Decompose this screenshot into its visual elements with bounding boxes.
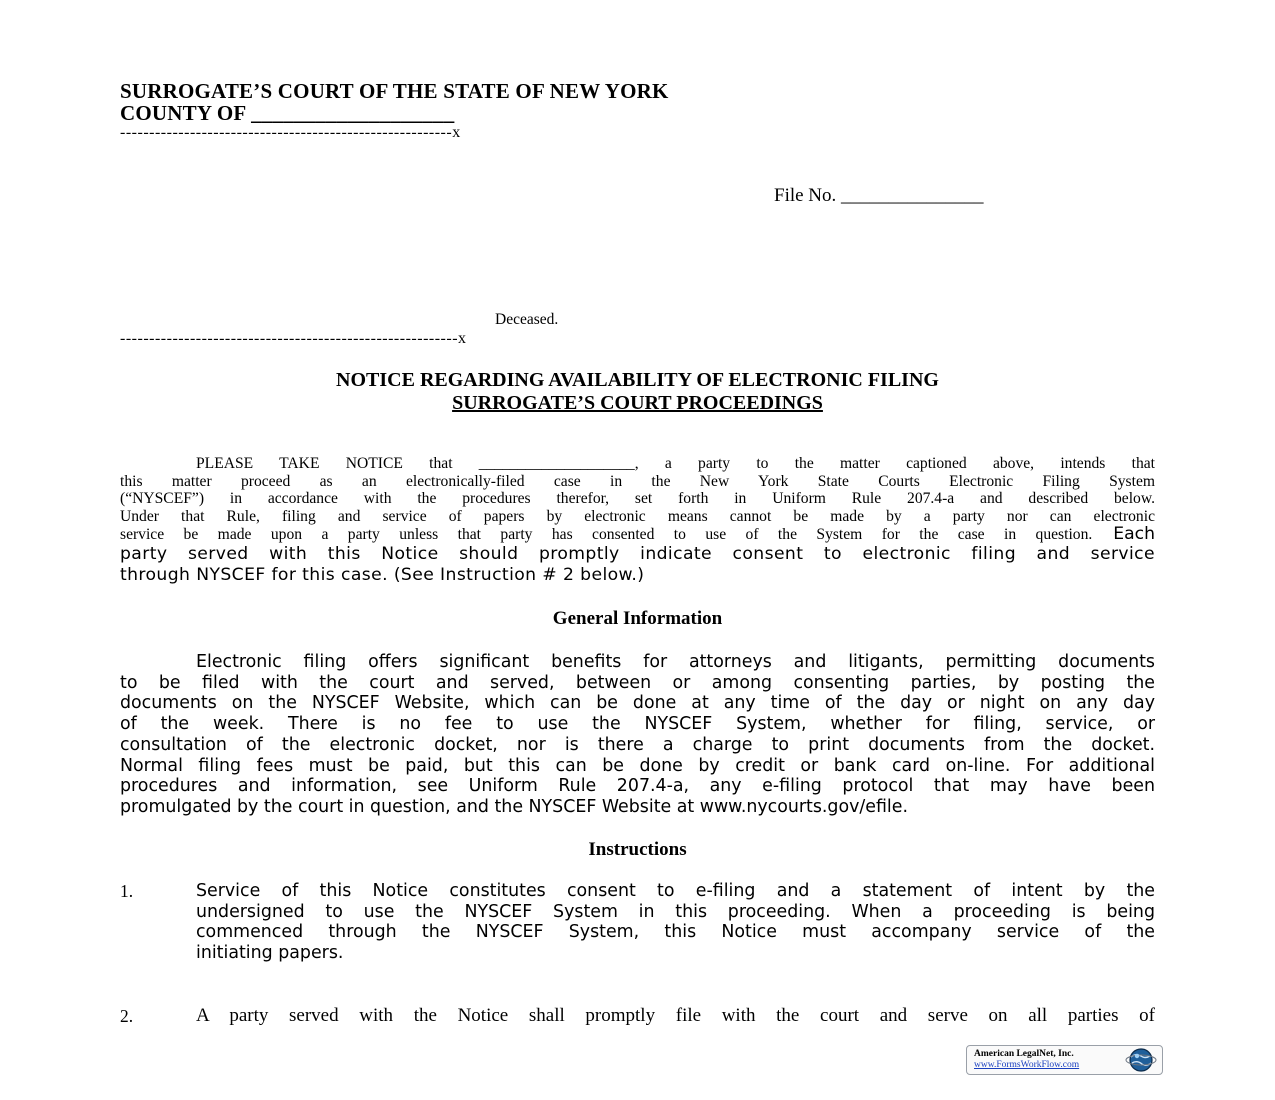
general-info-heading: General Information: [552, 608, 723, 629]
caption-divider-bottom: ----------------------------------------------------------x: [120, 330, 467, 347]
notice-line-large: Each: [1092, 524, 1155, 544]
caption-divider-top: ---------------------------------------------------------x: [120, 124, 461, 141]
instruction-item: [196, 1006, 1155, 1027]
notice-title: NOTICE REGARDING AVAILABILITY OF ELECTRONIC FILING: [336, 369, 939, 391]
instruction-number: 1.: [120, 881, 134, 901]
deceased-label: Deceased.: [495, 311, 559, 328]
logo-url-link[interactable]: www.FormsWorkFlow.com: [974, 1060, 1080, 1070]
general-line: promulgated by the court in question, and the NYSCEF Website at www.nycourts.gov/efile.: [120, 796, 908, 817]
general-line: Electronic filing offers significant benefits for attorneys and litigants, permitting documents: [196, 652, 1155, 672]
notice-line: this matter proceed as an electronically-filed case in the New York State Courts Electronic Filing System: [120, 472, 1155, 490]
globe-icon: [1124, 1047, 1160, 1073]
notice-line: [120, 525, 1155, 544]
instruction-line: Service of this Notice constitutes consent to e-filing and a statement of intent by the: [196, 881, 1155, 901]
notice-line: Under that Rule, filing and service of papers by electronic means cannot be made by a party nor can electronic: [120, 507, 1155, 525]
instruction-line: undersigned to use the NYSCEF System in this proceeding. When a proceeding is being: [196, 901, 1155, 922]
instruction-number: 2.: [120, 1006, 134, 1026]
county-line: COUNTY OF ___________________: [120, 101, 455, 125]
notice-line: party served with this Notice should promptly indicate consent to electronic filing and service: [120, 544, 1155, 564]
file-number-field: File No. _______________: [774, 185, 984, 206]
general-line: procedures and information, see Uniform Rule 207.4-a, any e-filing protocol that may have been: [120, 776, 1155, 797]
logo-brand: American LegalNet, Inc.: [974, 1049, 1074, 1059]
general-line: of the week. There is no fee to use the NYSCEF System, whether for filing, service, or: [120, 714, 1155, 735]
general-line: to be filed with the court and served, between or among consenting parties, by posting the: [120, 672, 1155, 693]
notice-line: PLEASE TAKE NOTICE that ____________________, a party to the matter captioned above, intends that: [196, 455, 1155, 472]
general-info-paragraph: [120, 652, 1155, 818]
court-name: SURROGATE’S COURT OF THE STATE OF NEW YORK: [120, 79, 669, 103]
general-line: Normal filing fees must be paid, but this can be done by credit or bank card on-line. For additional: [120, 755, 1155, 776]
notice-line: through NYSCEF for this case. (See Instruction # 2 below.): [120, 565, 645, 585]
instruction-line: A party served with the Notice shall promptly file with the court and serve on all parties of: [196, 1005, 1155, 1026]
instruction-item: [196, 881, 1155, 964]
notice-line: (“NYSCEF”) in accordance with the procedures therefor, set forth in Uniform Rule 207.4-a and described below.: [120, 490, 1155, 507]
instruction-line: initiating papers.: [196, 943, 344, 964]
instructions-heading: Instructions: [588, 839, 687, 860]
notice-line-small: service be made upon a party unless that party has consented to use of the System for the case in question.: [120, 526, 1093, 543]
notice-paragraph: [120, 455, 1155, 586]
instruction-line: commenced through the NYSCEF System, this Notice must accompany service of the: [196, 922, 1155, 943]
general-line: documents on the NYSCEF Website, which can be done at any time of the day or night on any day: [120, 693, 1155, 714]
american-legalnet-logo[interactable]: [966, 1045, 1163, 1075]
notice-subtitle: SURROGATE’S COURT PROCEEDINGS: [452, 392, 823, 414]
general-line: consultation of the electronic docket, nor is there a charge to print documents from the docket.: [120, 734, 1155, 755]
